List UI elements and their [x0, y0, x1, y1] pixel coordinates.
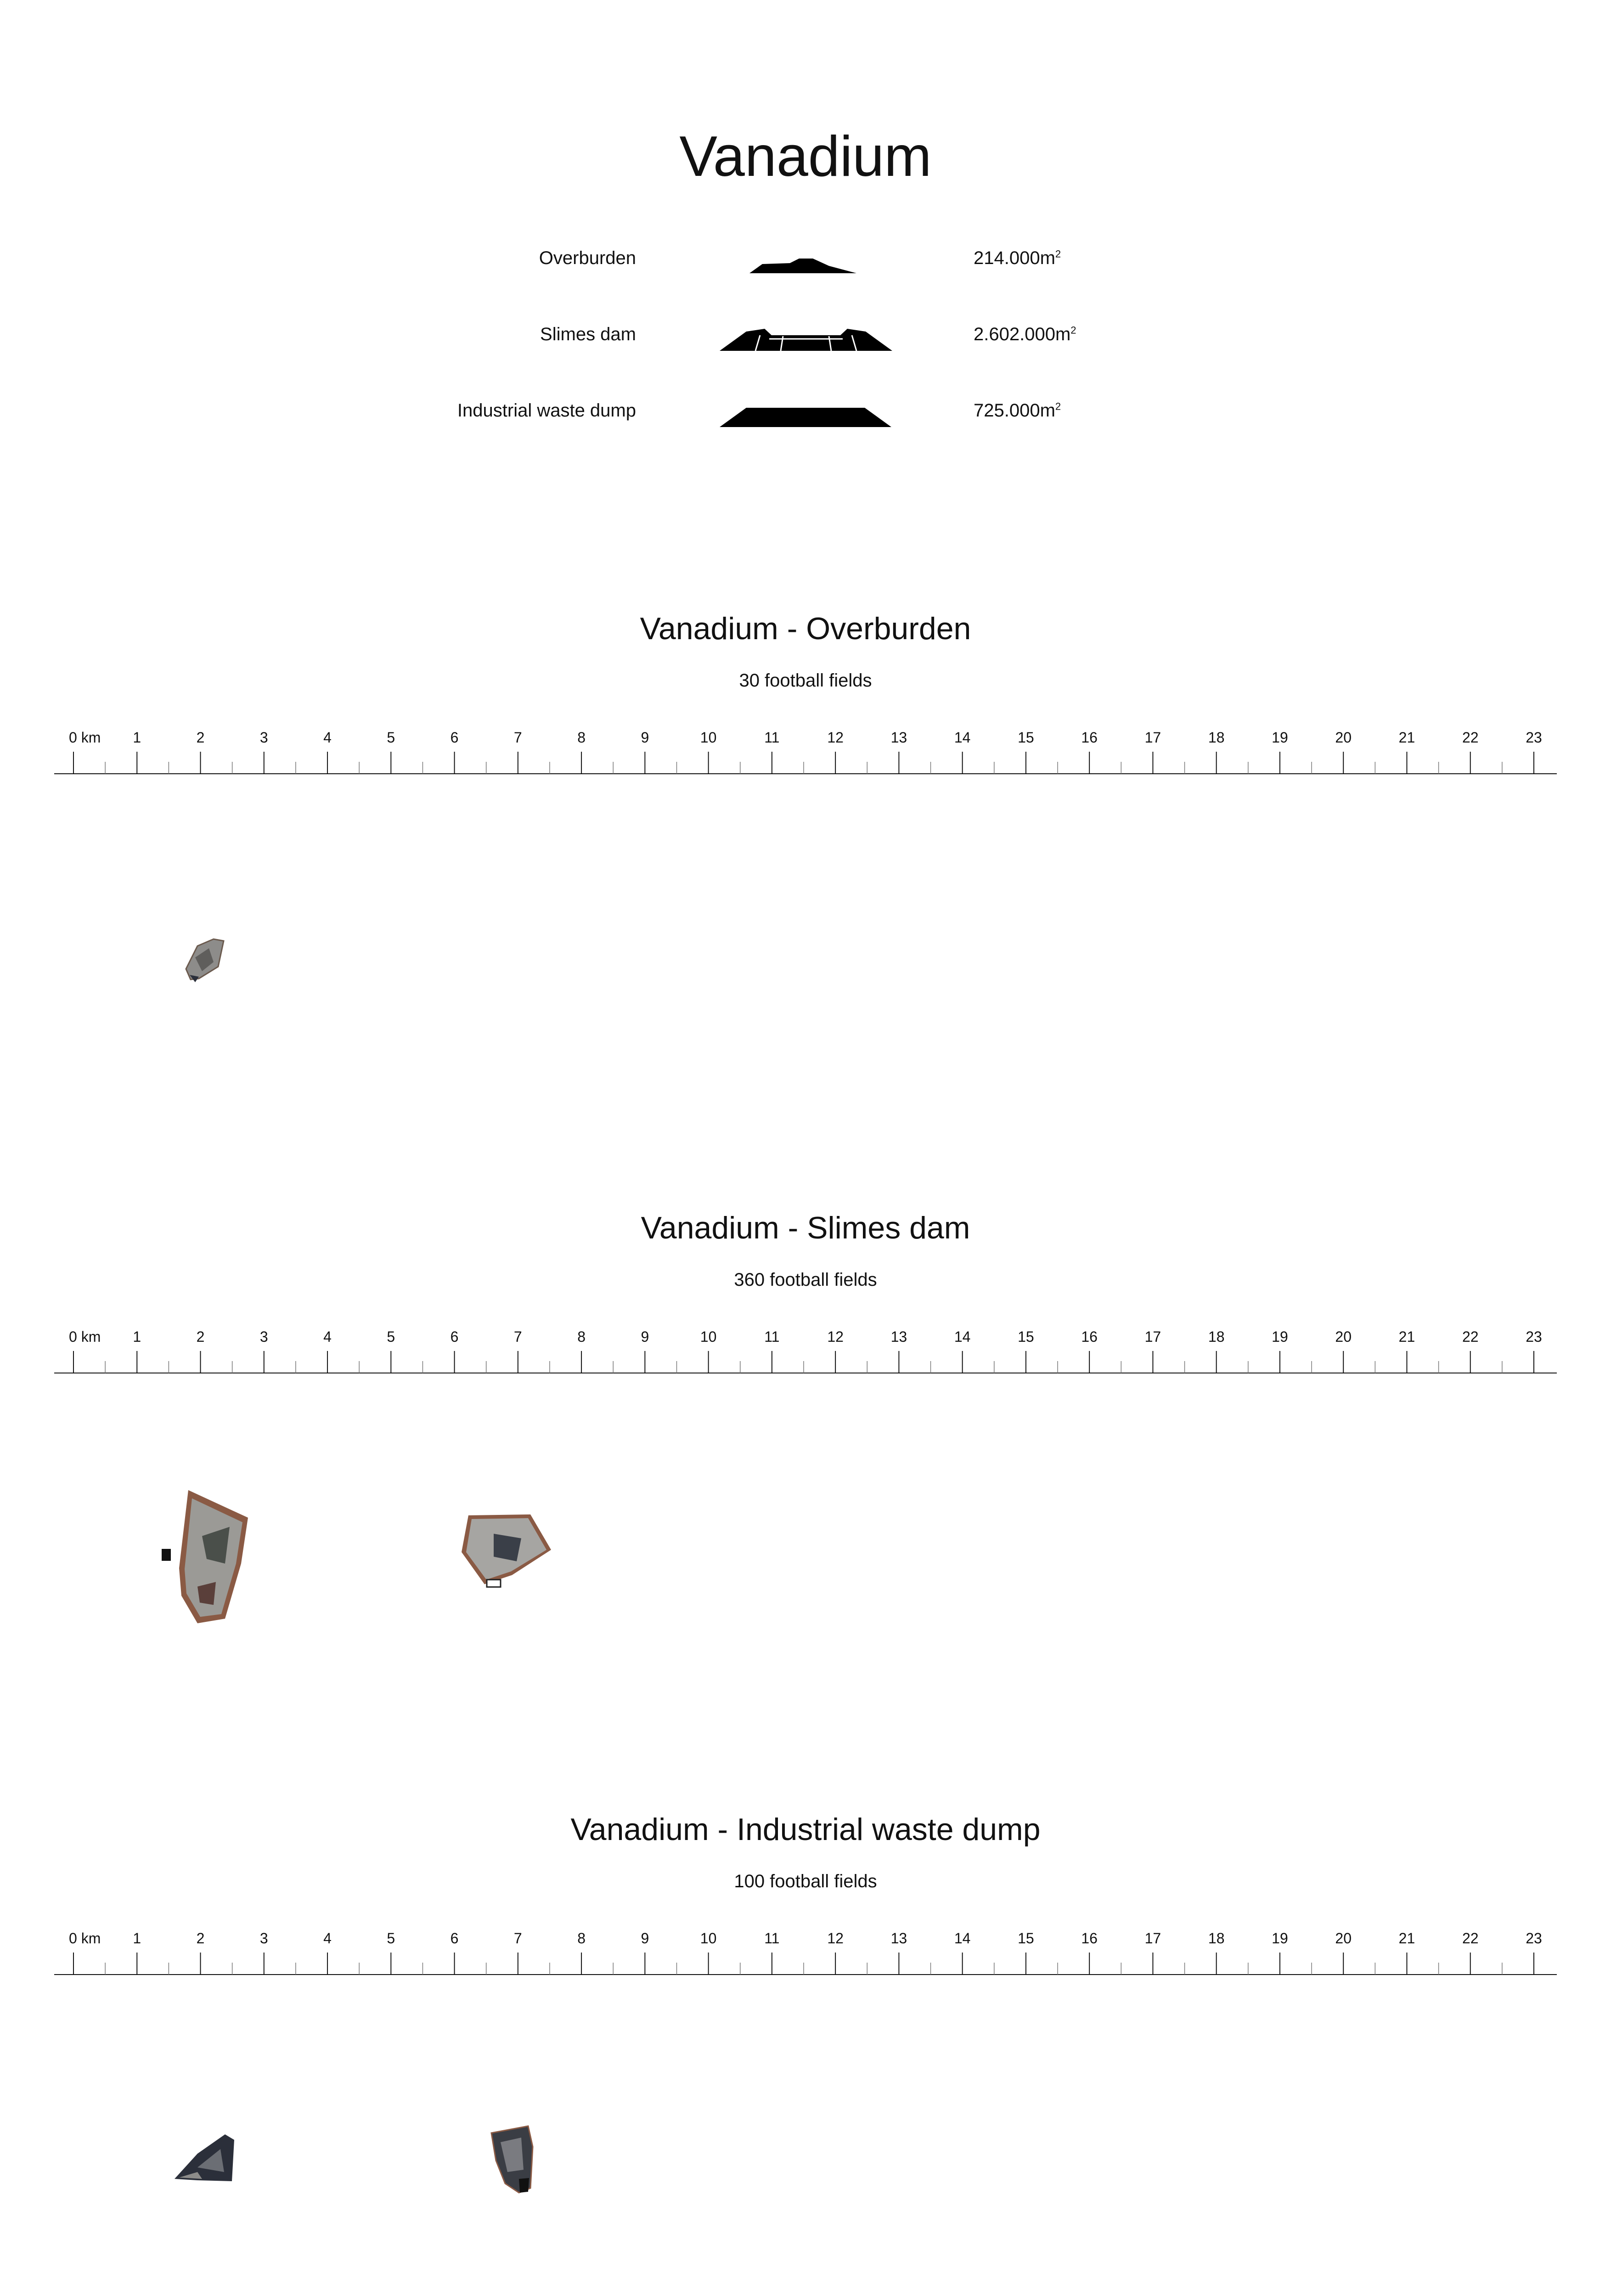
km-scale-bar [0, 723, 1611, 788]
scale-tick-label: 22 [1462, 729, 1479, 746]
overburden-footprint-image [177, 925, 232, 990]
scale-tick-label: 6 [450, 1930, 459, 1947]
scale-tick-label: 5 [387, 729, 395, 746]
scale-tick-label: 11 [764, 1930, 780, 1947]
section-subtitle: 30 football fields [739, 670, 872, 691]
scale-tick-label: 15 [1018, 729, 1034, 746]
section-title: Vanadium - Slimes dam [641, 1210, 970, 1245]
scale-tick-label: 7 [513, 729, 522, 746]
scale-tick-label: 20 [1335, 1930, 1352, 1947]
scale-tick-label: 4 [323, 1930, 332, 1947]
scale-tick-label: 0 km [69, 1328, 101, 1345]
scale-tick-label: 10 [700, 1328, 717, 1345]
scale-tick-label: 17 [1144, 1328, 1161, 1345]
scale-tick-label: 22 [1462, 1930, 1479, 1947]
scale-tick-label: 12 [827, 1328, 844, 1345]
scale-tick-label: 11 [764, 1328, 780, 1345]
scale-tick-label: 1 [133, 729, 141, 746]
legend-label-industrial-waste-dump: Industrial waste dump [457, 400, 636, 421]
scale-tick-label: 6 [450, 729, 459, 746]
scale-tick-label: 14 [954, 729, 971, 746]
scale-tick-label: 18 [1208, 1328, 1225, 1345]
scale-tick-label: 11 [764, 729, 780, 746]
scale-tick-label: 19 [1272, 1328, 1288, 1345]
scale-tick-label: 12 [827, 1930, 844, 1947]
scale-tick-label: 18 [1208, 1930, 1225, 1947]
scale-tick-label: 9 [641, 1328, 649, 1345]
industrial-waste-dump-footprint-image-2 [487, 2119, 542, 2197]
legend-label-slimes-dam: Slimes dam [540, 324, 636, 344]
scale-tick-label: 19 [1272, 729, 1288, 746]
scale-tick-label: 5 [387, 1930, 395, 1947]
legend-value-overburden: $214.000m^2$ [974, 248, 1061, 268]
scale-tick-label: 8 [577, 1930, 586, 1947]
scale-tick-label: 16 [1081, 1930, 1098, 1947]
scale-tick-label: 21 [1398, 1328, 1415, 1345]
scale-tick-label: 17 [1144, 729, 1161, 746]
scale-tick-label: 16 [1081, 729, 1098, 746]
industrial-waste-dump-profile-icon [719, 400, 893, 428]
scale-tick-label: 5 [387, 1328, 395, 1345]
km-scale-bar [0, 1924, 1611, 1988]
section-subtitle: 100 football fields [734, 1871, 877, 1891]
scale-tick-label: 20 [1335, 729, 1352, 746]
scale-tick-label: 13 [890, 1328, 907, 1345]
km-scale-bar [0, 1322, 1611, 1387]
scale-tick-label: 14 [954, 1930, 971, 1947]
section-title: Vanadium - Industrial waste dump [570, 1812, 1041, 1847]
page-title: Vanadium [679, 125, 932, 188]
scale-tick-label: 8 [577, 1328, 586, 1345]
scale-tick-label: 9 [641, 729, 649, 746]
legend-value-slimes-dam: $2.602.000m^2$ [974, 324, 1076, 344]
slimes-dam-footprint-image-2 [457, 1506, 558, 1598]
scale-tick-label: 14 [954, 1328, 971, 1345]
scale-tick-label: 15 [1018, 1328, 1034, 1345]
scale-tick-label: 3 [259, 729, 268, 746]
scale-tick-label: 10 [700, 1930, 717, 1947]
scale-tick-label: 23 [1526, 1328, 1542, 1345]
scale-tick-label: 23 [1526, 729, 1542, 746]
scale-tick-label: 21 [1398, 1930, 1415, 1947]
scale-tick-label: 1 [133, 1328, 141, 1345]
scale-tick-label: 18 [1208, 729, 1225, 746]
scale-tick-label: 20 [1335, 1328, 1352, 1345]
scale-tick-label: 8 [577, 729, 586, 746]
scale-tick-label: 9 [641, 1930, 649, 1947]
scale-tick-label: 19 [1272, 1930, 1288, 1947]
slimes-dam-profile-icon [719, 325, 893, 352]
scale-tick-label: 10 [700, 729, 717, 746]
legend-value-industrial-waste-dump: $725.000m^2$ [974, 400, 1061, 421]
section-subtitle: 360 football fields [734, 1270, 877, 1290]
scale-tick-label: 21 [1398, 729, 1415, 746]
section-title: Vanadium - Overburden [640, 611, 971, 646]
scale-tick-label: 17 [1144, 1930, 1161, 1947]
overburden-profile-icon [749, 246, 859, 276]
scale-tick-label: 3 [259, 1328, 268, 1345]
scale-tick-label: 2 [196, 1930, 205, 1947]
scale-tick-label: 7 [513, 1930, 522, 1947]
slimes-dam-footprint-image-1 [156, 1481, 262, 1628]
scale-tick-label: 13 [890, 1930, 907, 1947]
scale-tick-label: 4 [323, 729, 332, 746]
scale-tick-label: 2 [196, 1328, 205, 1345]
scale-tick-label: 0 km [69, 729, 101, 746]
scale-tick-label: 7 [513, 1328, 522, 1345]
scale-tick-label: 1 [133, 1930, 141, 1947]
scale-tick-label: 13 [890, 729, 907, 746]
scale-tick-label: 12 [827, 729, 844, 746]
scale-tick-label: 6 [450, 1328, 459, 1345]
scale-tick-label: 0 km [69, 1930, 101, 1947]
scale-tick-label: 16 [1081, 1328, 1098, 1345]
scale-tick-label: 3 [259, 1930, 268, 1947]
scale-tick-label: 4 [323, 1328, 332, 1345]
scale-tick-label: 23 [1526, 1930, 1542, 1947]
scale-tick-label: 15 [1018, 1930, 1034, 1947]
legend-label-overburden: Overburden [539, 248, 636, 268]
industrial-waste-dump-footprint-image-1 [170, 2126, 243, 2186]
scale-tick-label: 2 [196, 729, 205, 746]
scale-tick-label: 22 [1462, 1328, 1479, 1345]
